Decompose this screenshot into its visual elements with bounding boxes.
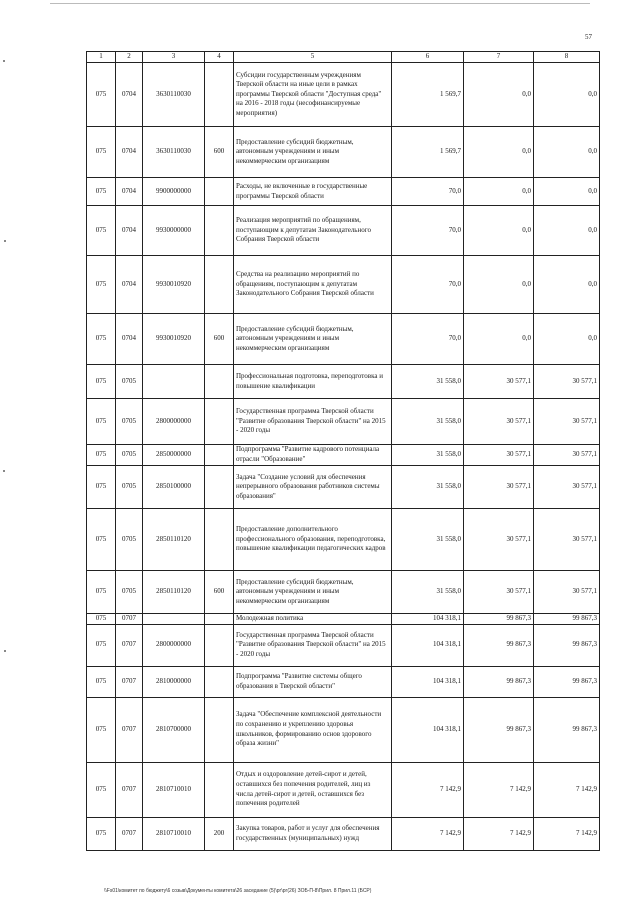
- budget-table: [86, 51, 600, 851]
- header-col-3: 3: [143, 52, 205, 63]
- cell-amount-col-7: 99 867,3: [464, 624, 534, 666]
- scan-artifact: [50, 3, 590, 4]
- cell-amount-col-7: 0,0: [464, 178, 534, 206]
- cell-admin-code: 075: [87, 817, 116, 850]
- cell-amount-col-8: 0,0: [534, 314, 600, 365]
- header-col-4: 4: [205, 52, 234, 63]
- cell-admin-code: 075: [87, 399, 116, 445]
- cell-section-code: 0707: [116, 624, 143, 666]
- scan-artifact: [3, 60, 5, 62]
- table-row: [87, 127, 600, 178]
- cell-description: Средства на реализацию мероприятий по обращениям, поступающим к депутатам Законодательного Собрания Тверской области: [234, 256, 392, 314]
- cell-amount-col-6: 70,0: [392, 314, 464, 365]
- cell-expense-type: [205, 624, 234, 666]
- cell-amount-col-6: 104 318,1: [392, 614, 464, 625]
- cell-amount-col-7: 0,0: [464, 206, 534, 256]
- cell-target-code: [143, 614, 205, 625]
- cell-expense-type: [205, 365, 234, 399]
- cell-admin-code: 075: [87, 697, 116, 762]
- table-row: [87, 466, 600, 509]
- cell-expense-type: [205, 178, 234, 206]
- table-row: [87, 178, 600, 206]
- scan-artifact: [4, 240, 6, 242]
- table-row: [87, 63, 600, 127]
- cell-target-code: 9930010920: [143, 256, 205, 314]
- cell-target-code: 2810700000: [143, 697, 205, 762]
- cell-amount-col-8: 30 577,1: [534, 509, 600, 571]
- cell-admin-code: 075: [87, 63, 116, 127]
- cell-section-code: 0704: [116, 206, 143, 256]
- cell-target-code: 2810000000: [143, 666, 205, 697]
- cell-admin-code: 075: [87, 614, 116, 625]
- cell-amount-col-6: 70,0: [392, 256, 464, 314]
- cell-amount-col-7: 30 577,1: [464, 466, 534, 509]
- header-col-2: 2: [116, 52, 143, 63]
- cell-target-code: 3630110030: [143, 127, 205, 178]
- cell-description: Государственная программа Тверской области "Развитие образования Тверской области" на 2015 - 2020 годы: [234, 399, 392, 445]
- cell-description: Закупка товаров, работ и услуг для обеспечения государственных (муниципальных) нужд: [234, 817, 392, 850]
- cell-target-code: 2850000000: [143, 445, 205, 466]
- cell-description: Подпрограмма "Развитие кадрового потенциала отрасли "Образование": [234, 445, 392, 466]
- cell-target-code: 2850100000: [143, 466, 205, 509]
- cell-target-code: 2810710010: [143, 817, 205, 850]
- cell-section-code: 0704: [116, 314, 143, 365]
- cell-target-code: [143, 365, 205, 399]
- cell-amount-col-6: 104 318,1: [392, 697, 464, 762]
- table-body: [87, 63, 600, 851]
- cell-amount-col-6: 31 558,0: [392, 365, 464, 399]
- cell-description: Профессиональная подготовка, переподготовка и повышение квалификации: [234, 365, 392, 399]
- cell-description: Государственная программа Тверской области "Развитие образования Тверской области" на 2015 - 2020 годы: [234, 624, 392, 666]
- cell-amount-col-6: 104 318,1: [392, 624, 464, 666]
- cell-admin-code: 075: [87, 666, 116, 697]
- cell-description: Предоставление дополнительного профессионального образования, переподготовка, повышение квалификации педагогических кадров: [234, 509, 392, 571]
- cell-amount-col-7: 99 867,3: [464, 614, 534, 625]
- scan-artifact: [4, 650, 6, 652]
- cell-admin-code: 075: [87, 445, 116, 466]
- scan-artifact: [3, 470, 5, 472]
- cell-section-code: 0707: [116, 614, 143, 625]
- cell-amount-col-6: 31 558,0: [392, 571, 464, 614]
- cell-admin-code: 075: [87, 127, 116, 178]
- cell-description: Задача "Создание условий для обеспечения непрерывного образования работников системы образования": [234, 466, 392, 509]
- cell-section-code: 0705: [116, 399, 143, 445]
- cell-target-code: 2800000000: [143, 399, 205, 445]
- cell-expense-type: [205, 697, 234, 762]
- table-row: [87, 445, 600, 466]
- cell-expense-type: 600: [205, 571, 234, 614]
- table-row: [87, 817, 600, 850]
- cell-expense-type: [205, 256, 234, 314]
- cell-amount-col-6: 1 569,7: [392, 127, 464, 178]
- cell-amount-col-8: 0,0: [534, 178, 600, 206]
- cell-description: Реализация мероприятий по обращениям, поступающим к депутатам Законодательного Собрания Тверской области: [234, 206, 392, 256]
- cell-amount-col-6: 70,0: [392, 178, 464, 206]
- cell-amount-col-8: 7 142,9: [534, 762, 600, 817]
- cell-admin-code: 075: [87, 206, 116, 256]
- cell-target-code: 2850110120: [143, 509, 205, 571]
- table-row: [87, 365, 600, 399]
- cell-expense-type: 600: [205, 314, 234, 365]
- cell-amount-col-6: 70,0: [392, 206, 464, 256]
- cell-description: Предоставление субсидий бюджетным, автономным учреждениям и иным некоммерческим организациям: [234, 314, 392, 365]
- cell-description: Подпрограмма "Развитие системы общего образования в Тверской области": [234, 666, 392, 697]
- cell-target-code: 2800000000: [143, 624, 205, 666]
- cell-amount-col-8: 30 577,1: [534, 399, 600, 445]
- cell-description: Предоставление субсидий бюджетным, автономным учреждениям и иным некоммерческим организациям: [234, 127, 392, 178]
- table-row: [87, 614, 600, 625]
- cell-expense-type: 600: [205, 127, 234, 178]
- cell-section-code: 0707: [116, 697, 143, 762]
- cell-expense-type: 200: [205, 817, 234, 850]
- cell-section-code: 0704: [116, 256, 143, 314]
- cell-description: Молодежная политика: [234, 614, 392, 625]
- cell-amount-col-7: 7 142,9: [464, 762, 534, 817]
- cell-admin-code: 075: [87, 178, 116, 206]
- cell-amount-col-7: 0,0: [464, 256, 534, 314]
- header-col-7: 7: [464, 52, 534, 63]
- cell-target-code: 9930010920: [143, 314, 205, 365]
- cell-target-code: 3630110030: [143, 63, 205, 127]
- cell-amount-col-8: 99 867,3: [534, 697, 600, 762]
- cell-amount-col-7: 0,0: [464, 127, 534, 178]
- cell-amount-col-6: 7 142,9: [392, 762, 464, 817]
- cell-target-code: 2850110120: [143, 571, 205, 614]
- cell-target-code: 9930000000: [143, 206, 205, 256]
- header-col-6: 6: [392, 52, 464, 63]
- table-row: [87, 697, 600, 762]
- cell-expense-type: [205, 206, 234, 256]
- cell-admin-code: 075: [87, 256, 116, 314]
- cell-description: Расходы, не включенные в государственные программы Тверской области: [234, 178, 392, 206]
- footer-file-path: \\Fs01\комитет по бюджету\6 созыв\Документы комитета\26 заседание (5)\рг\рг(26) ЗОБ-П-8\Прил. 8 Прил.11 (БСР): [104, 888, 372, 894]
- page-number: 57: [585, 33, 592, 41]
- cell-amount-col-8: 99 867,3: [534, 614, 600, 625]
- cell-amount-col-6: 31 558,0: [392, 466, 464, 509]
- cell-amount-col-6: 7 142,9: [392, 817, 464, 850]
- table-row: [87, 571, 600, 614]
- cell-description: Субсидии государственным учреждениям Тверской области на иные цели в рамках программы Тверской области "Доступная среда" на 2016 - 2018 годы (несофинансируемые мероприятия): [234, 63, 392, 127]
- cell-section-code: 0705: [116, 571, 143, 614]
- cell-expense-type: [205, 466, 234, 509]
- cell-section-code: 0704: [116, 127, 143, 178]
- cell-amount-col-8: 30 577,1: [534, 466, 600, 509]
- cell-amount-col-7: 30 577,1: [464, 445, 534, 466]
- cell-amount-col-8: 30 577,1: [534, 571, 600, 614]
- cell-section-code: 0707: [116, 762, 143, 817]
- cell-amount-col-7: 30 577,1: [464, 399, 534, 445]
- header-col-8: 8: [534, 52, 600, 63]
- cell-amount-col-7: 30 577,1: [464, 365, 534, 399]
- table-row: [87, 206, 600, 256]
- cell-admin-code: 075: [87, 624, 116, 666]
- cell-amount-col-6: 31 558,0: [392, 445, 464, 466]
- cell-amount-col-8: 30 577,1: [534, 365, 600, 399]
- cell-amount-col-8: 99 867,3: [534, 624, 600, 666]
- cell-amount-col-8: 0,0: [534, 206, 600, 256]
- cell-amount-col-8: 0,0: [534, 63, 600, 127]
- cell-section-code: 0704: [116, 178, 143, 206]
- cell-expense-type: [205, 63, 234, 127]
- table-row: [87, 314, 600, 365]
- cell-amount-col-7: 7 142,9: [464, 817, 534, 850]
- cell-amount-col-6: 1 569,7: [392, 63, 464, 127]
- cell-expense-type: [205, 666, 234, 697]
- cell-amount-col-8: 30 577,1: [534, 445, 600, 466]
- cell-target-code: 9900000000: [143, 178, 205, 206]
- cell-section-code: 0705: [116, 445, 143, 466]
- cell-expense-type: [205, 509, 234, 571]
- cell-admin-code: 075: [87, 509, 116, 571]
- cell-section-code: 0705: [116, 466, 143, 509]
- cell-amount-col-7: 30 577,1: [464, 571, 534, 614]
- table-row: [87, 624, 600, 666]
- cell-amount-col-6: 104 318,1: [392, 666, 464, 697]
- table-row: [87, 399, 600, 445]
- table-row: [87, 666, 600, 697]
- cell-admin-code: 075: [87, 571, 116, 614]
- cell-target-code: 2810710010: [143, 762, 205, 817]
- cell-section-code: 0704: [116, 63, 143, 127]
- table-row: [87, 509, 600, 571]
- cell-expense-type: [205, 445, 234, 466]
- cell-amount-col-8: 99 867,3: [534, 666, 600, 697]
- cell-admin-code: 075: [87, 365, 116, 399]
- cell-amount-col-8: 0,0: [534, 127, 600, 178]
- cell-amount-col-7: 0,0: [464, 63, 534, 127]
- cell-amount-col-6: 31 558,0: [392, 509, 464, 571]
- cell-section-code: 0705: [116, 365, 143, 399]
- cell-amount-col-7: 99 867,3: [464, 697, 534, 762]
- header-row: [87, 52, 600, 63]
- cell-expense-type: [205, 762, 234, 817]
- cell-expense-type: [205, 614, 234, 625]
- cell-section-code: 0707: [116, 817, 143, 850]
- cell-admin-code: 075: [87, 762, 116, 817]
- cell-description: Предоставление субсидий бюджетным, автономным учреждениям и иным некоммерческим организациям: [234, 571, 392, 614]
- header-col-5: 5: [234, 52, 392, 63]
- cell-description: Задача "Обеспечение комплексной деятельности по сохранению и укреплению здоровья школьников, формированию основ здорового образа жизни": [234, 697, 392, 762]
- cell-admin-code: 075: [87, 314, 116, 365]
- cell-amount-col-7: 99 867,3: [464, 666, 534, 697]
- cell-section-code: 0707: [116, 666, 143, 697]
- cell-admin-code: 075: [87, 466, 116, 509]
- cell-amount-col-8: 0,0: [534, 256, 600, 314]
- cell-section-code: 0705: [116, 509, 143, 571]
- cell-amount-col-7: 30 577,1: [464, 509, 534, 571]
- cell-amount-col-6: 31 558,0: [392, 399, 464, 445]
- cell-amount-col-8: 7 142,9: [534, 817, 600, 850]
- table-row: [87, 762, 600, 817]
- cell-expense-type: [205, 399, 234, 445]
- table-row: [87, 256, 600, 314]
- cell-amount-col-7: 0,0: [464, 314, 534, 365]
- cell-description: Отдых и оздоровление детей-сирот и детей, оставшихся без попечения родителей, лиц из числа детей-сирот и детей, оставшихся без попечения родителей: [234, 762, 392, 817]
- header-col-1: 1: [87, 52, 116, 63]
